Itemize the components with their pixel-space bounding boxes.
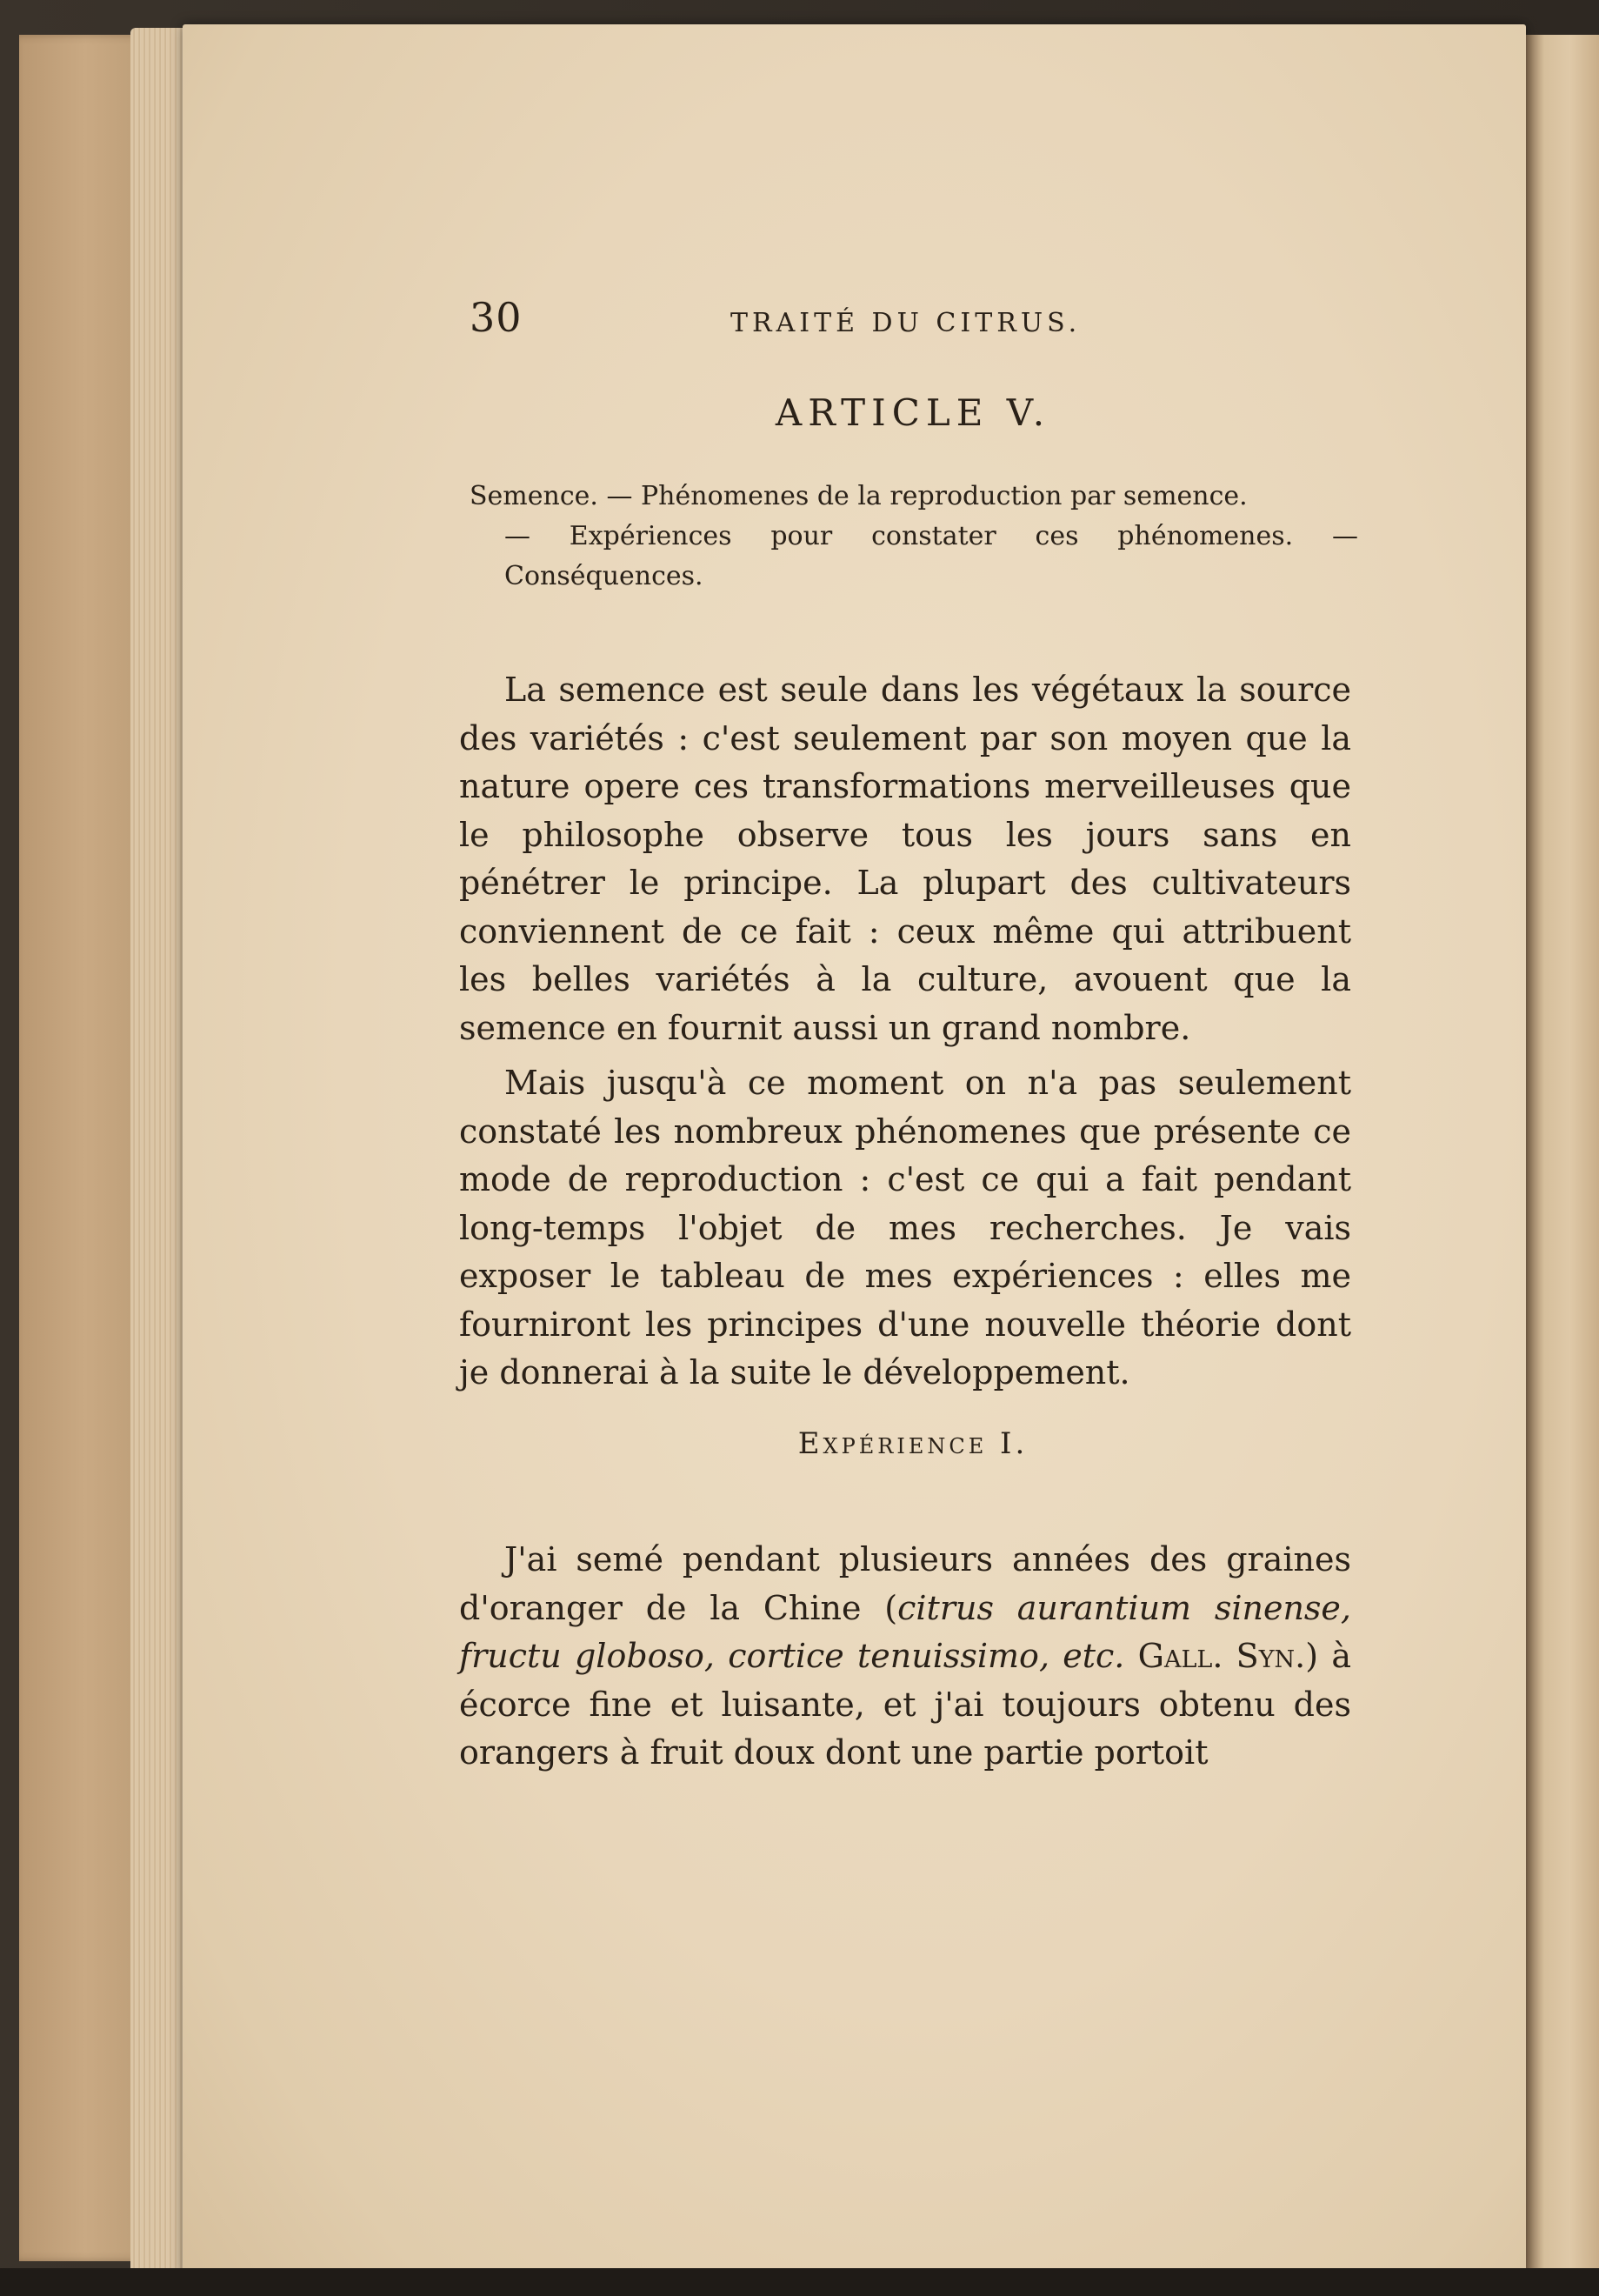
reference-abbrev: Gall. Syn. [1137,1637,1306,1675]
article-title: ARTICLE V. [775,391,1051,434]
running-head [470,294,1356,346]
paragraph-2: Mais jusqu'à ce moment on n'a pas seulement constaté les nombreux phénomenes que présente ce mode de reproduction : c'est ce qui a fait pendant long-temps l'objet de mes recherches. Je vais exposer le tableau de mes expériences : elles me fourniront les principes d'une nouvelle théorie dont je donnerai à la suite le développement. [459,1064,1351,1392]
experience-heading: Expérience I. [797,1426,1029,1461]
paragraph-3-start: J'ai semé pendant plusieurs années des graines d'oranger de la Chine ( [459,1540,1351,1627]
summary-line-first: Semence. — Phénomenes de la reproduction par semence. [470,481,1248,511]
page-number: 30 [470,294,523,341]
background-edge [0,2268,1599,2296]
paragraph-1: La semence est seule dans les végétaux la source des variétés : c'est seulement par son moyen que la nature opere ces transformations merveilleuses que le philosophe observe tous les jours sans en pénétrer le principe. La plupart des cultivateurs conviennent de ce fait : ceux même qui attribuent les belles variétés à la culture, avouent que la semence en fournit aussi un grand nombre. [459,671,1351,1047]
summary-line-rest: — Expériences pour constater ces phénomenes. — Conséquences. [504,521,1358,591]
paragraph-3 [459,1536,1351,1778]
latin-name: citrus aurantium sinense, fructu globoso, cortice tenuissimo, etc. [459,1588,1351,1675]
facing-page-edge [1526,35,1599,2279]
running-head-title: TRAITÉ DU CITRUS. [730,308,1082,338]
paragraph-3-end: ) à écorce fine et luisante, et j'ai toujours obtenu des orangers à fruit doux dont une partie portoit [459,1637,1351,1772]
article-summary [470,477,1358,597]
